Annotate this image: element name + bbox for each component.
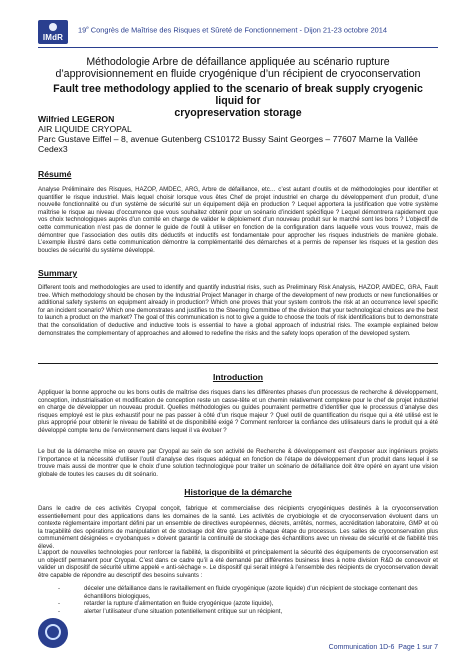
historique-paragraph-1: Dans le cadre de ces activités Cryopal conçoit, fabrique et commercialise des récipients cryogéniques destinés à la cryoconservation essentiellement pour des applications dans les domaines de la santé. Les activités de cryobiologie et de cryoconservation évoluent dans un contexte réglementaire important défini par un ensemble de directives européennes, décrets, arrêtés, normes, accréditation laboratoire, GMP et où la traçabilité des opérations de manipulation et de stockage doit être garantie à chaque étape du processus. Les salles de cryoconservation plus communément désignées « cryobanques » doivent garantir la continuité de stockage des échantillons avec un niveau de sécurité et de fiabilité très élevé.: [38, 505, 438, 550]
introduction-paragraph-1: Appliquer la bonne approche ou les bons outils de maîtrise des risques dans les différentes phases d’un processus de recherche & développement, conception, industrialisation et modification de conception reste un casse-tête et un chemin relativement complexe pour le chef de projet industriel en charge de développer un nouveau produit. Quelles méthodologies ou guides pourraient permettre d’identifier que le processus d’analyse des risques employé est le plus exhaustif pour ne pas passer à côté d’un risque majeur ? Quel outil de quantification du risque qui a été utilisé est le plus approprié pour obtenir le niveau de fiabilité et de disponibilité exigé ? Comment renforcer la confiance des utilisateurs dans le produit qui a été développé compte tenu de l’environnement dans lequel il va évoluer ?: [38, 389, 438, 434]
author-address-line1: Parc Gustave Eiffel – 8, avenue Gutenberg CS10172 Bussy Saint Georges – 77607 Marne la Vallée: [38, 134, 418, 144]
conference-number: 19: [78, 25, 87, 35]
author-name: Wilfried LEGERON: [38, 114, 115, 124]
resume-text: Analyse Préliminaire des Risques, HAZOP, AMDEC, ARG, Arbre de défaillance, etc… c’est autant d’outils et de méthodologies pour identifier et quantifier le risque industriel. Mais lequel choisir lorsque vous êtes Chef de projet industriel en charge du développement d’un produit, d’une nouvelle fonctionnalité ou d’un système de sécurité sur un équipement déjà en production ? Lequel apportera la justification que votre système maîtrise le risque au niveau d’occurrence que vous souhaitez obtenir pour un scénario d’incident spécifique ? Lequel démontrera rapidement que vos choix technologiques auprès d’un comité en charge de valider le déploiement d’un nouveau produit sur le marché sont les bons ? L’objectif de cette communication n’est pas de donner le guide de l’outil à utiliser en fonction de la configuration dans laquelle vous vous trouvez, mais de démontrer que l’association des outils dits déductifs et inductifs est fondamentale pour approcher les risques industriels de manière globale. L’exemple illustré dans cette communication démontre la complémentarité des démarches et a permis de repenser les risques et la gestion des boucles de sécurité du système développé.: [38, 186, 438, 254]
title-french: [38, 56, 438, 80]
section-divider: [38, 363, 438, 364]
historique-heading: Historique de la démarche: [184, 487, 292, 497]
list-item: - retarder la rupture d’alimentation en fluide cryogénique (azote liquide),: [58, 600, 438, 608]
title-english-line2: cryopreservation storage: [174, 107, 302, 119]
conference-text: Congrès de Maîtrise des Risques et Sûreté de Fonctionnement - Dijon 21-23 octobre 2014: [88, 25, 388, 35]
resume-heading: Résumé: [38, 169, 72, 179]
summary-text: Different tools and methodologies are used to identify and quantify industrial risks, such as Preliminary Risk Analysis, HAZOP, AMDEC, GRA, Fault tree. Which methodology should be chosen by the Industrial Project Manager in charge of the development of new products or new functionalities or additional safety systems on equipment already in production? Which one proves that your system controls the risk at an occurrence level specific for an incident scenario? Which one demonstrates and justifies to the Steering Committee of the division that your technological choices are the best to launch a product on the market? The goal of this communication is not to give a guide to choose the tools of risk identifications but to demonstrate that the consolidation of deductive and inductive tools is essential to have a global approach of industrial risks. The example explained below demonstrates the complementary of approaches and allowed to redefine the risks and the safety loops operation of the developed system.: [38, 284, 438, 337]
footer-logo-icon: [38, 618, 68, 648]
conference-line: [78, 25, 438, 34]
logo-emblem-icon: [49, 23, 57, 31]
logo-text: IMdR: [42, 33, 64, 42]
footer-logo-ring: [45, 624, 61, 640]
author-block: [38, 114, 438, 154]
title-french-line2: d’approvisionnement en fluide cryogénique d’un récipient de cryoconservation: [55, 68, 421, 80]
summary-heading: Summary: [38, 268, 78, 278]
communication-id: Communication 1D-6: [328, 644, 395, 651]
footer-text: [278, 644, 438, 651]
list-item: - alerter l’utilisateur d’une situation potentiellement critique sur un récipient,: [58, 608, 438, 616]
header-rule: [38, 47, 438, 48]
imdr-logo: [38, 20, 68, 44]
list-item: - déceler une défaillance dans le ravitaillement en fluide cryogénique (azote liquide) d’un récipient de stockage contenant des échantillons biologiques,: [58, 585, 438, 600]
title-french-line1: Méthodologie Arbre de défaillance appliquée au scénario rupture: [86, 56, 390, 68]
introduction-heading: Introduction: [212, 372, 264, 382]
page-number: Page 1 sur 7: [398, 644, 438, 651]
needs-list: [58, 585, 438, 615]
author-company: AIR LIQUIDE CRYOPAL: [38, 124, 132, 134]
title-english-line1: Fault tree methodology applied to the scenario of break supply cryogenic liquid for: [53, 83, 423, 107]
conference-superscript: e: [86, 25, 89, 30]
historique-paragraph-2: L’apport de nouvelles technologies pour renforcer la fiabilité, la disponibilité et principalement la sécurité des équipements de cryoconservation est un objectif permanent pour Cryopal. C’est dans ce cadre qu’il a été demandé par différentes business lines à notre division R&D de concevoir et valider un dispositif de sécurité ultime appelé « anti-sèchage ». Le dispositif qui serait intégré à l’ensemble des récipients de cryoconservation devait être capable de répondre au descriptif des besoins suivants :: [38, 549, 438, 579]
author-address-line2: Cedex3: [38, 144, 68, 154]
introduction-paragraph-2: Le but de la démarche mise en œuvre par Cryopal au sein de son activité de Recherche & développement est d’exposer aux ingénieurs projets l’importance et la nécessité d’utiliser l’outil d’analyse des risques adéquat en fonction de l’étape de développement d’un produit dans lequel il se trouve mais aussi de montrer que le choix d’une solution technologique pour traiter un scénario de défaillance doit être opéré en ayant une vision globale de toutes les causes du dit scénario.: [38, 448, 438, 478]
